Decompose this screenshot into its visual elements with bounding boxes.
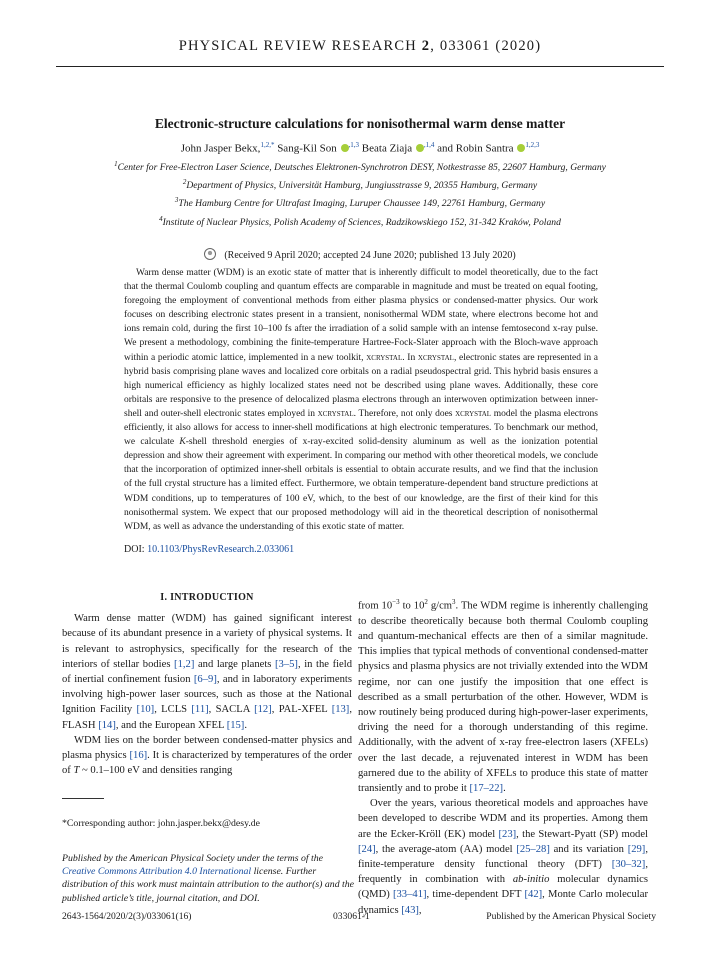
citation-link[interactable]: [29] — [627, 843, 646, 855]
affiliations — [40, 157, 680, 230]
author-name: Sang-Kil Son — [277, 142, 337, 155]
citation-link[interactable]: [17–22] — [469, 782, 504, 794]
affiliation: $^2$Department of Physics, Universität Hamburg, Jungiusstrasse 9, 20355 Hamburg, Germany — [182, 178, 538, 192]
citation-link[interactable]: [23] — [498, 828, 517, 840]
orcid-icon[interactable] — [416, 144, 424, 152]
journal-volume: 2 — [421, 38, 431, 54]
journal-article-id: , 033061 (2020) — [430, 38, 542, 54]
orcid-icon[interactable] — [341, 144, 349, 152]
citation-link[interactable]: [6–9] — [193, 674, 217, 686]
check-for-updates-icon[interactable] — [204, 248, 216, 260]
footer-page-number: 033061-1 — [333, 911, 370, 922]
citation-link[interactable]: [15] — [226, 719, 245, 731]
author-affil-sup[interactable]: 1,2,* — [260, 141, 275, 149]
doi: DOI: 10.1103/PhysRevResearch.2.033061 — [124, 544, 295, 555]
right-column — [358, 595, 648, 918]
citation-link[interactable]: [43] — [401, 904, 419, 916]
author-name: and Robin Santra — [437, 142, 514, 155]
journal-name: PHYSICAL REVIEW RESEARCH — [178, 38, 417, 54]
toolkit-name: xcrystal — [366, 352, 403, 363]
citation-link[interactable]: [10] — [136, 704, 155, 716]
paragraph: Warm dense matter (WDM) has gained significant interest because of its abundant presence in a variety of physical systems. It is relevant to astrophysics, specifically for the research of the interiors of stellar bodies [1,2] and large planets [3–5], in the field of inertial confinement fusion [6–9], and in laboratory experiments involving high-power laser sources, such as those at the National Ignition Facility [10], LCLS [11], SACLA [12], PAL-XFEL [13], FLASH [14], and the European XFEL [15]. — [62, 613, 352, 731]
citation-link[interactable]: [1,2] — [174, 658, 195, 670]
affiliation: $^4$Institute of Nuclear Physics, Polish Academy of Sciences, Radzikowskiego 152, 31-342 Kraków, Poland — [159, 214, 561, 228]
author-affil-sup[interactable]: 1,2,3 — [525, 141, 540, 149]
paragraph: Over the years, various theoretical models and approaches have been developed to describe WDM and its properties. Among them are the Ecker-Kröll (EK) model [23], the Stewart-Pyatt (SP) model [24], the average-atom (AA) model [25–28] and its variation [29], finite-temperature density functional theory (DFT) [30–32], frequently in combination with ab-initio molecular dynamics (QMD) [33–41], time-dependent DFT [42], Monte Carlo molecular dynamics [43], — [358, 798, 648, 916]
author-affil-sup[interactable]: ,1,4 — [423, 141, 435, 149]
section-heading: I. INTRODUCTION — [160, 592, 254, 603]
author-affil-sup[interactable]: ,1,3 — [348, 141, 360, 149]
corresponding-author-footnote: *Corresponding author: john.jasper.bekx@desy.de — [62, 818, 261, 829]
citation-link[interactable]: [16] — [129, 750, 148, 762]
citation-link[interactable]: [12] — [254, 704, 272, 716]
license-link[interactable]: Creative Commons Attribution 4.0 International — [62, 866, 252, 878]
footnote-divider — [62, 798, 104, 799]
footer-issn: 2643-1564/2020/2(3)/033061(16) — [62, 911, 192, 922]
left-column — [62, 590, 352, 778]
citation-link[interactable]: [33–41] — [392, 889, 427, 901]
citation-link[interactable]: [30–32] — [611, 858, 646, 870]
paper-title: Electronic-structure calculations for nonisothermal warm dense matter — [154, 116, 566, 131]
citation-link[interactable]: [11] — [191, 704, 209, 716]
author-name: Beata Ziaja — [361, 142, 413, 155]
footer-publisher: Published by the American Physical Society — [486, 911, 656, 922]
author-name: John Jasper Bekx, — [180, 142, 261, 155]
citation-link[interactable]: [14] — [98, 719, 116, 731]
license-notice: Published by the American Physical Society under the terms of the Creative Commons Attribution 4.0 International license. Further distribution of this work must maintain attribution to the author(s) and the published article’s title, journal citation, and DOI. — [62, 853, 355, 904]
citation-link[interactable]: [13] — [331, 704, 350, 716]
affiliation: $^1$Center for Free-Electron Laser Science, Deutsches Elektronen-Synchrotron DESY, Notkestrasse 85, 22607 Hamburg, Germany — [114, 160, 606, 174]
author-list — [40, 141, 680, 155]
citation-link[interactable]: [3–5] — [275, 658, 298, 670]
doi-link[interactable]: 10.1103/PhysRevResearch.2.033061 — [147, 544, 295, 555]
affiliation: $^3$The Hamburg Centre for Ultrafast Imaging, Luruper Chaussee 149, 22761 Hamburg, Germany — [174, 196, 546, 210]
paragraph: WDM lies on the border between condensed-matter physics and plasma physics [16]. It is characterized by temperatures of the order of T ~ 0.1–100 eV and densities ranging — [62, 734, 352, 777]
paragraph: from $10^{-3}$ to $10^2$ $g/cm^3$. The WDM regime is inherently challenging to describe theoretically because both thermal Coulomb coupling and quantum-mechanical effects are then of a similar magnitude. This implies that typical methods of conventional condensed-matter physics and plasma physics are not trivially extended into the WDM regime, nor can one justify the imposition that one effect is described as a small perturbation of the other. However, WDM is now routinely being produced during high-power-laser experiments, driving the need for a thorough understanding of this regime. Additionally, with the advent of x-ray free-electron lasers (XFELs) over the last decade, a rejuvenated interest in WDM has been garnered due to the ability of XFELs to produce this state of matter transiently and to probe it [17–22]. — [358, 598, 648, 794]
abstract: Warm dense matter (WDM) is an exotic state of matter that is inherently difficult to model theoretically, due to the fact that the thermal Coulomb coupling and quantum effects are comparable in magnitude and must be treated on equal footing, foregoing the employment of conventional methods from either plasma physics or condensed-matter physics. Our work focuses on describing electronic states present in a transient, nonisothermal WDM state, where electrons become hot and ions remain cold, during the first 10–100 fs after the irradiation of a solid sample with an intense femtosecond x-ray pulse. We present a methodology, combining the finite-temperature Hartree-Fock-Slater approach with the Bloch-wave approach within a periodic atomic lattice, implemented in a new toolkit, xcrystal. In xcrystal, electronic states are represented in a hybrid basis comprising plane waves and localized core orbitals on a radial pseudospectral grid. This hybrid basis ensures a high numerical efficiency as highly localized states need not be described using plane waves. Additionally, these core orbitals are responsive to the presence of delocalized plasma electrons through an interwoven optimization between inner-shell and outer-shell electronic states employed in xcrystal. Therefore, not only does xcrystal model the plasma electrons efficiently, it also allows for access to inner-shell modifications at high electronic temperatures. To benchmark our method, we calculate K-shell threshold energies of x-ray-excited solid-density aluminum as well as the ionization potential depression and show their agreement with experiment. In comparing our method with other theoretical models, we conclude that the incorporation of optimized inner-shell orbitals is essential to obtain accurate results, and we find that the inclusion of the full crystal structure has a limited effect. Furthermore, we obtain temperature-dependent band structure predictions at WDM conditions, up to temperatures of 100 eV, which, to the best of our knowledge, are the first of their kind for this nonisothermal system. We expect that our proposed methodology will aid in the theoretical description of nonisothermal WDM, as well as advance the understanding of this exotic state of matter. — [124, 268, 599, 532]
citation-link[interactable]: [24] — [358, 843, 376, 855]
received-dates: (Received 9 April 2020; accepted 24 June 2020; published 13 July 2020) — [40, 248, 680, 261]
citation-link[interactable]: [42] — [524, 889, 543, 901]
citation-link[interactable]: [25–28] — [516, 843, 550, 855]
journal-header — [56, 38, 664, 67]
